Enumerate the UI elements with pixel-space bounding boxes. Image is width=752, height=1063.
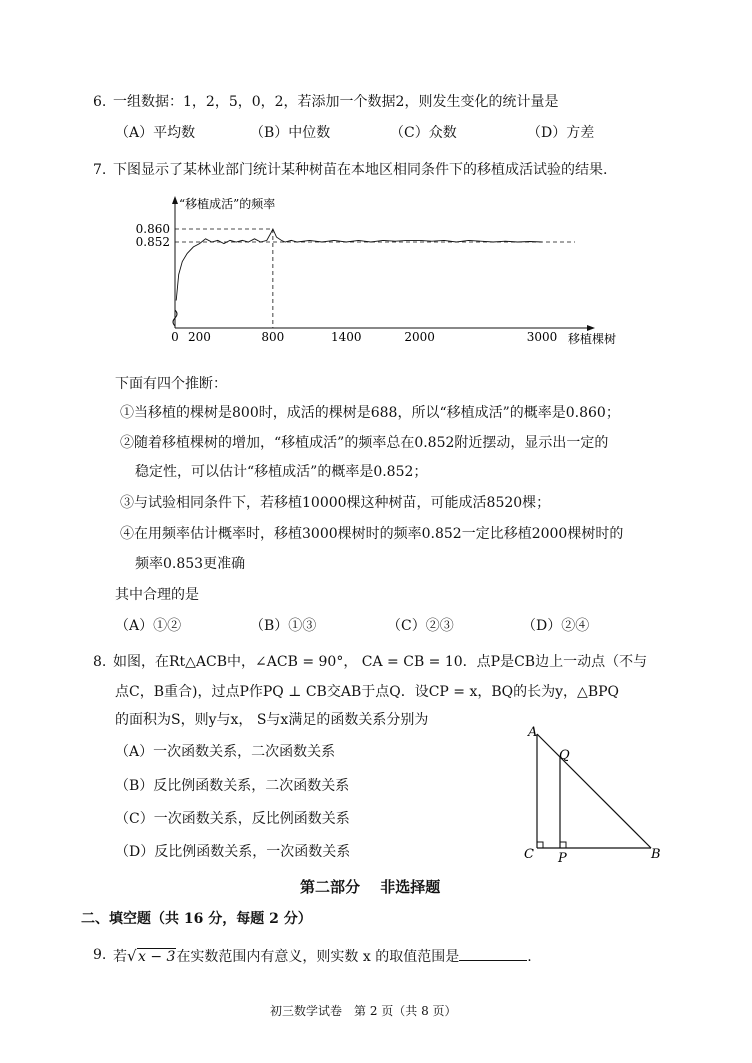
q7-statement-2-cont: 稳定性，可以估计“移植成活”的概率是0.852； xyxy=(135,464,428,480)
q7-statement-3: ③与试验相同条件下，若移植10000棵这种树苗，可能成活8520棵； xyxy=(120,495,551,511)
label-b: B xyxy=(651,847,661,862)
q7-number: 7. xyxy=(93,162,107,178)
q8-option-a: （A）一次函数关系，二次函数关系 xyxy=(115,744,336,760)
x-tick-label: 1400 xyxy=(330,330,362,344)
section-title: 二、填空题（共 16 分，每题 2 分） xyxy=(81,911,312,927)
q6-option-c: （C）众数 xyxy=(390,125,457,141)
q7-statement-4-cont: 频率0.853更准确 xyxy=(135,556,246,572)
series-line xyxy=(176,229,542,301)
label-c: C xyxy=(524,847,534,862)
q8-stem-line-2: 点C，B重合)，过点P作PQ ⊥ CB交AB于点Q．设CP = x，BQ的长为y，△BPQ xyxy=(115,684,620,700)
y-axis-label: “移植成活”的频率 xyxy=(179,197,276,211)
part2-title: 第二部分 非选择题 xyxy=(300,878,441,896)
q8-option-b: （B）反比例函数关系，二次函数关系 xyxy=(115,778,350,794)
q9-radicand: x − 3 xyxy=(138,949,176,965)
right-triangle-figure xyxy=(520,722,670,867)
q7-statement-2: ②随着移植棵树的增加，“移植成活”的频率总在0.852附近摆动，显示出一定的 xyxy=(120,435,609,451)
q8-stem-line-1: 如图，在Rt△ACB中，∠ACB = 90°， CA = CB = 10．点P是CB边上一动点（不与 xyxy=(113,654,648,670)
q9-sqrt: √ x − 3 xyxy=(127,947,176,965)
x-axis-label: 移植棵树 xyxy=(568,332,617,346)
x-tick-label: 200 xyxy=(188,330,211,344)
q9-suffix: 在实数范围内有意义，则实数 x 的取值范围是 xyxy=(176,949,460,965)
q7-option-a: （A）①② xyxy=(115,618,182,634)
label-q: Q xyxy=(559,748,570,763)
q7-option-b: （B）①③ xyxy=(250,618,317,634)
q8-number: 8. xyxy=(93,654,107,670)
q9-line xyxy=(113,946,532,966)
q7-stem: 下图显示了某林业部门统计某种树苗在本地区相同条件下的移植成活试验的结果. xyxy=(113,162,608,178)
q8-option-c: （C）一次函数关系，反比例函数关系 xyxy=(115,811,350,827)
q7-option-c: （C）②③ xyxy=(387,618,454,634)
q7-question: 其中合理的是 xyxy=(115,587,199,603)
q7-statement-1: ①当移植的棵树是800时，成活的棵树是688，所以“移植成活”的概率是0.860； xyxy=(120,405,620,421)
y-axis-arrow xyxy=(172,196,178,204)
q6-option-d: （D）方差 xyxy=(527,125,595,141)
q7-intro: 下面有四个推断： xyxy=(115,376,227,392)
x-axis-arrow xyxy=(587,325,595,331)
q8-stem-line-3: 的面积为S，则y与x， S与x满足的函数关系分别为 xyxy=(115,712,429,728)
q9-prefix: 若 xyxy=(113,949,127,965)
q6-option-b: （B）中位数 xyxy=(250,125,331,141)
q7-option-d: （D）②④ xyxy=(522,618,590,634)
x-tick-label: 2000 xyxy=(404,330,435,344)
y-tick-label: 0.860 xyxy=(135,222,170,236)
q9-answer-blank xyxy=(459,946,527,961)
transplant-frequency-chart xyxy=(135,190,630,355)
x-tick-label: 0 xyxy=(171,330,179,344)
q8-option-d: （D）反比例函数关系，一次函数关系 xyxy=(115,844,351,860)
page-footer: 初三数学试卷 第 2 页（共 8 页） xyxy=(270,1004,457,1018)
q9-end: . xyxy=(527,949,532,965)
q6-option-a: （A）平均数 xyxy=(115,125,196,141)
x-tick-label: 3000 xyxy=(526,330,558,344)
label-p: P xyxy=(558,851,567,866)
x-tick-label: 800 xyxy=(261,330,285,344)
label-a: A xyxy=(528,725,538,740)
q6-stem: 一组数据：1，2，5，0，2，若添加一个数据2，则发生变化的统计量是 xyxy=(113,94,559,110)
y-tick-label: 0.852 xyxy=(135,235,170,249)
q9-number: 9. xyxy=(93,947,107,963)
q7-statement-4: ④在用频率估计概率时，移植3000棵树时的频率0.852一定比移植2000棵树时的 xyxy=(120,526,624,542)
q6-number: 6. xyxy=(93,94,107,110)
